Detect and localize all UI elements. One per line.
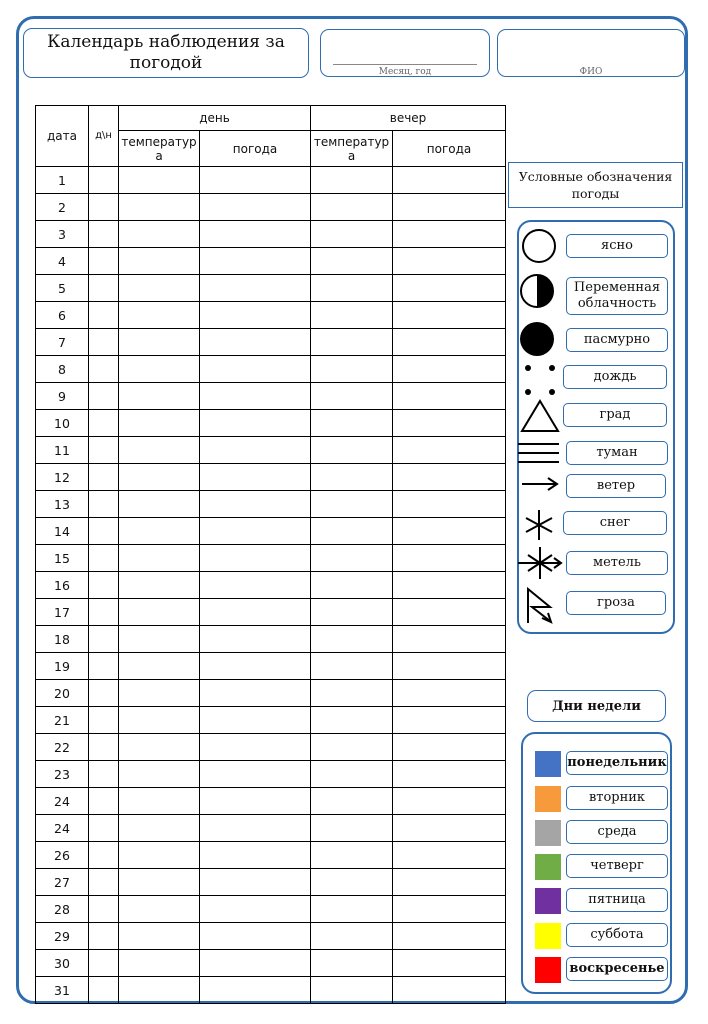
day-weather-cell[interactable] (200, 599, 311, 626)
legend-label-clear: ясно (566, 234, 668, 258)
thunderstorm-icon (524, 586, 558, 626)
day-weather-cell[interactable] (200, 572, 311, 599)
dow-cell[interactable] (89, 329, 119, 356)
dow-cell[interactable] (89, 761, 119, 788)
evening-weather-cell[interactable] (393, 167, 506, 194)
day-weather-cell[interactable] (200, 950, 311, 977)
weekday-color-swatch (535, 888, 561, 914)
weekday-label: вторник (566, 786, 668, 810)
evening-temp-cell[interactable] (311, 977, 393, 1004)
evening-temp-cell[interactable] (311, 707, 393, 734)
day-weather-cell[interactable] (200, 680, 311, 707)
dow-cell[interactable] (89, 167, 119, 194)
weekday-color-swatch (535, 820, 561, 846)
day-weather-cell[interactable] (200, 383, 311, 410)
legend-label-overcast: пасмурно (566, 328, 668, 352)
evening-weather-cell[interactable] (393, 572, 506, 599)
evening-temp-cell[interactable] (311, 950, 393, 977)
dow-cell[interactable] (89, 464, 119, 491)
evening-weather-cell[interactable] (393, 410, 506, 437)
dow-cell[interactable] (89, 869, 119, 896)
day-weather-cell[interactable] (200, 626, 311, 653)
header-evening-weather: погода (393, 131, 506, 167)
weekday-label: понедельник (566, 751, 668, 775)
legend-label-fog: туман (566, 441, 668, 465)
dow-cell[interactable] (89, 545, 119, 572)
evening-temp-cell[interactable] (311, 275, 393, 302)
date-cell: 1 (36, 167, 89, 194)
evening-temp-cell[interactable] (311, 572, 393, 599)
dow-cell[interactable] (89, 842, 119, 869)
evening-temp-cell[interactable] (311, 302, 393, 329)
evening-weather-cell[interactable] (393, 896, 506, 923)
evening-weather-cell[interactable] (393, 977, 506, 1004)
table-row (36, 923, 506, 950)
date-cell: 15 (36, 545, 89, 572)
table-row (36, 707, 506, 734)
table-row (36, 680, 506, 707)
page-title (23, 28, 309, 78)
date-cell: 26 (36, 842, 89, 869)
table-row (36, 491, 506, 518)
day-temp-cell[interactable] (119, 734, 200, 761)
date-cell: 22 (36, 734, 89, 761)
date-cell: 11 (36, 437, 89, 464)
evening-weather-cell[interactable] (393, 680, 506, 707)
evening-weather-cell[interactable] (393, 491, 506, 518)
day-weather-cell[interactable] (200, 329, 311, 356)
evening-weather-cell[interactable] (393, 194, 506, 221)
evening-weather-cell[interactable] (393, 302, 506, 329)
table-row (36, 626, 506, 653)
weekday-color-swatch (535, 854, 561, 880)
dow-cell[interactable] (89, 302, 119, 329)
evening-temp-cell[interactable] (311, 194, 393, 221)
dow-cell[interactable] (89, 599, 119, 626)
weekday-color-swatch (535, 786, 561, 812)
date-cell: 29 (36, 923, 89, 950)
evening-weather-cell[interactable] (393, 383, 506, 410)
header-evening: вечер (311, 106, 506, 131)
day-temp-cell[interactable] (119, 572, 200, 599)
weekdays-title: Дни недели (527, 690, 666, 722)
date-cell: 19 (36, 653, 89, 680)
dow-cell[interactable] (89, 491, 119, 518)
day-temp-cell[interactable] (119, 896, 200, 923)
table-row (36, 761, 506, 788)
dow-cell[interactable] (89, 977, 119, 1004)
date-cell: 8 (36, 356, 89, 383)
dow-cell[interactable] (89, 788, 119, 815)
day-temp-cell[interactable] (119, 950, 200, 977)
date-cell: 27 (36, 869, 89, 896)
day-temp-cell[interactable] (119, 329, 200, 356)
legend-label-snow: снег (563, 511, 667, 535)
evening-weather-cell[interactable] (393, 221, 506, 248)
day-weather-cell[interactable] (200, 491, 311, 518)
fio-field[interactable] (497, 29, 685, 77)
day-weather-cell[interactable] (200, 869, 311, 896)
table-row (36, 977, 506, 1004)
date-cell: 16 (36, 572, 89, 599)
evening-weather-cell[interactable] (393, 437, 506, 464)
evening-temp-cell[interactable] (311, 437, 393, 464)
date-cell: 23 (36, 761, 89, 788)
dow-cell[interactable] (89, 923, 119, 950)
table-row (36, 248, 506, 275)
header-day-of-week: д\н (89, 106, 119, 167)
day-temp-cell[interactable] (119, 194, 200, 221)
fio-caption: ФИО (579, 67, 603, 77)
table-row (36, 302, 506, 329)
evening-temp-cell[interactable] (311, 356, 393, 383)
day-weather-cell[interactable] (200, 248, 311, 275)
dow-cell[interactable] (89, 518, 119, 545)
day-weather-cell[interactable] (200, 437, 311, 464)
day-temp-cell[interactable] (119, 680, 200, 707)
day-temp-cell[interactable] (119, 518, 200, 545)
table-row (36, 950, 506, 977)
date-cell: 18 (36, 626, 89, 653)
evening-temp-cell[interactable] (311, 626, 393, 653)
evening-temp-cell[interactable] (311, 221, 393, 248)
weekday-label: суббота (566, 923, 668, 947)
weekday-color-swatch (535, 751, 561, 777)
table-row (36, 383, 506, 410)
evening-weather-cell[interactable] (393, 653, 506, 680)
weekday-color-swatch (535, 957, 561, 983)
table-row (36, 599, 506, 626)
table-row (36, 518, 506, 545)
dow-cell[interactable] (89, 356, 119, 383)
day-temp-cell[interactable] (119, 410, 200, 437)
date-cell: 5 (36, 275, 89, 302)
evening-temp-cell[interactable] (311, 761, 393, 788)
day-temp-cell[interactable] (119, 383, 200, 410)
evening-temp-cell[interactable] (311, 788, 393, 815)
date-cell: 4 (36, 248, 89, 275)
header-evening-temperature: температура (311, 131, 393, 167)
date-cell: 17 (36, 599, 89, 626)
date-cell: 20 (36, 680, 89, 707)
day-weather-cell[interactable] (200, 545, 311, 572)
rain-icon (520, 360, 560, 400)
legend-label-wind: ветер (566, 474, 666, 498)
day-temp-cell[interactable] (119, 788, 200, 815)
date-cell: 12 (36, 464, 89, 491)
header-day-weather: погода (200, 131, 311, 167)
day-temp-cell[interactable] (119, 653, 200, 680)
date-cell: 13 (36, 491, 89, 518)
table-row (36, 221, 506, 248)
dow-cell[interactable] (89, 248, 119, 275)
dow-cell[interactable] (89, 815, 119, 842)
evening-temp-cell[interactable] (311, 167, 393, 194)
dow-cell[interactable] (89, 572, 119, 599)
day-temp-cell[interactable] (119, 491, 200, 518)
day-temp-cell[interactable] (119, 167, 200, 194)
table-row (36, 842, 506, 869)
day-weather-cell[interactable] (200, 653, 311, 680)
day-weather-cell[interactable] (200, 896, 311, 923)
dow-cell[interactable] (89, 707, 119, 734)
table-row (36, 545, 506, 572)
date-cell: 7 (36, 329, 89, 356)
day-temp-cell[interactable] (119, 356, 200, 383)
evening-weather-cell[interactable] (393, 950, 506, 977)
evening-weather-cell[interactable] (393, 869, 506, 896)
evening-temp-cell[interactable] (311, 545, 393, 572)
table-row (36, 653, 506, 680)
date-cell: 21 (36, 707, 89, 734)
evening-weather-cell[interactable] (393, 248, 506, 275)
evening-weather-cell[interactable] (393, 761, 506, 788)
day-weather-cell[interactable] (200, 167, 311, 194)
table-body (36, 167, 506, 1004)
day-weather-cell[interactable] (200, 356, 311, 383)
evening-temp-cell[interactable] (311, 923, 393, 950)
day-weather-cell[interactable] (200, 707, 311, 734)
day-temp-cell[interactable] (119, 842, 200, 869)
day-temp-cell[interactable] (119, 869, 200, 896)
month-year-field[interactable] (320, 29, 490, 77)
evening-weather-cell[interactable] (393, 626, 506, 653)
dow-cell[interactable] (89, 653, 119, 680)
header-day: день (119, 106, 311, 131)
day-temp-cell[interactable] (119, 545, 200, 572)
evening-weather-cell[interactable] (393, 356, 506, 383)
overcast-icon (518, 320, 556, 358)
day-weather-cell[interactable] (200, 410, 311, 437)
weekday-label: среда (566, 820, 668, 844)
evening-temp-cell[interactable] (311, 383, 393, 410)
table-row (36, 356, 506, 383)
date-cell: 30 (36, 950, 89, 977)
day-temp-cell[interactable] (119, 977, 200, 1004)
date-cell: 6 (36, 302, 89, 329)
dow-cell[interactable] (89, 275, 119, 302)
dow-cell[interactable] (89, 896, 119, 923)
day-temp-cell[interactable] (119, 761, 200, 788)
fog-icon (517, 440, 561, 466)
observation-table (35, 105, 506, 1004)
evening-weather-cell[interactable] (393, 734, 506, 761)
date-cell: 24 (36, 815, 89, 842)
evening-weather-cell[interactable] (393, 842, 506, 869)
table-row (36, 437, 506, 464)
date-cell: 10 (36, 410, 89, 437)
table-row (36, 896, 506, 923)
table-row (36, 275, 506, 302)
blizzard-icon (516, 545, 564, 581)
evening-weather-cell[interactable] (393, 518, 506, 545)
day-weather-cell[interactable] (200, 275, 311, 302)
evening-temp-cell[interactable] (311, 248, 393, 275)
header-day-temperature: температура (119, 131, 200, 167)
day-weather-cell[interactable] (200, 302, 311, 329)
wind-icon (520, 474, 560, 494)
day-weather-cell[interactable] (200, 923, 311, 950)
day-temp-cell[interactable] (119, 275, 200, 302)
evening-weather-cell[interactable] (393, 275, 506, 302)
day-weather-cell[interactable] (200, 815, 311, 842)
table-row (36, 167, 506, 194)
snow-icon (522, 508, 556, 542)
day-temp-cell[interactable] (119, 626, 200, 653)
day-temp-cell[interactable] (119, 437, 200, 464)
day-temp-cell[interactable] (119, 707, 200, 734)
day-temp-cell[interactable] (119, 302, 200, 329)
table-row (36, 788, 506, 815)
sun-clear-icon (520, 227, 558, 265)
date-cell: 2 (36, 194, 89, 221)
day-weather-cell[interactable] (200, 788, 311, 815)
legend-label-rain: дождь (563, 365, 667, 389)
day-weather-cell[interactable] (200, 518, 311, 545)
day-temp-cell[interactable] (119, 248, 200, 275)
evening-temp-cell[interactable] (311, 842, 393, 869)
evening-temp-cell[interactable] (311, 869, 393, 896)
day-weather-cell[interactable] (200, 221, 311, 248)
date-cell: 24 (36, 788, 89, 815)
dow-cell[interactable] (89, 221, 119, 248)
dow-cell[interactable] (89, 437, 119, 464)
evening-temp-cell[interactable] (311, 599, 393, 626)
evening-weather-cell[interactable] (393, 923, 506, 950)
day-temp-cell[interactable] (119, 221, 200, 248)
month-year-line (333, 64, 477, 65)
date-cell: 14 (36, 518, 89, 545)
evening-weather-cell[interactable] (393, 707, 506, 734)
legend-label-blizzard: метель (566, 551, 668, 575)
legend-label-thunderstorm: гроза (566, 591, 666, 615)
date-cell: 3 (36, 221, 89, 248)
table-row (36, 410, 506, 437)
table-row (36, 572, 506, 599)
day-weather-cell[interactable] (200, 734, 311, 761)
partly-cloudy-icon (518, 272, 556, 310)
date-cell: 28 (36, 896, 89, 923)
legend-title: Условные обозначения погоды (508, 162, 683, 208)
table-row (36, 464, 506, 491)
title-text: Календарь наблюдения за погодой (47, 32, 285, 73)
day-weather-cell[interactable] (200, 977, 311, 1004)
evening-temp-cell[interactable] (311, 518, 393, 545)
date-cell: 9 (36, 383, 89, 410)
evening-temp-cell[interactable] (311, 329, 393, 356)
day-weather-cell[interactable] (200, 761, 311, 788)
day-temp-cell[interactable] (119, 923, 200, 950)
evening-weather-cell[interactable] (393, 545, 506, 572)
weekday-label: пятница (566, 888, 668, 912)
evening-temp-cell[interactable] (311, 896, 393, 923)
date-cell: 31 (36, 977, 89, 1004)
evening-temp-cell[interactable] (311, 410, 393, 437)
hail-icon (520, 398, 560, 434)
day-temp-cell[interactable] (119, 815, 200, 842)
legend-label-hail: град (563, 403, 667, 427)
weekday-label: четверг (566, 854, 668, 878)
evening-temp-cell[interactable] (311, 680, 393, 707)
weekday-color-swatch (535, 923, 561, 949)
dow-cell[interactable] (89, 194, 119, 221)
table-row (36, 815, 506, 842)
dow-cell[interactable] (89, 680, 119, 707)
header-date: дата (36, 106, 89, 167)
table-row (36, 329, 506, 356)
evening-weather-cell[interactable] (393, 815, 506, 842)
evening-weather-cell[interactable] (393, 788, 506, 815)
evening-temp-cell[interactable] (311, 734, 393, 761)
day-temp-cell[interactable] (119, 464, 200, 491)
evening-weather-cell[interactable] (393, 329, 506, 356)
table-row (36, 869, 506, 896)
table-row (36, 194, 506, 221)
evening-temp-cell[interactable] (311, 464, 393, 491)
evening-temp-cell[interactable] (311, 653, 393, 680)
dow-cell[interactable] (89, 383, 119, 410)
evening-weather-cell[interactable] (393, 464, 506, 491)
legend-label-partly-cloudy: Переменная облачность (566, 277, 668, 315)
dow-cell[interactable] (89, 734, 119, 761)
evening-temp-cell[interactable] (311, 815, 393, 842)
weekday-label: воскресенье (566, 957, 668, 981)
dow-cell[interactable] (89, 950, 119, 977)
evening-temp-cell[interactable] (311, 491, 393, 518)
table-row (36, 734, 506, 761)
day-weather-cell[interactable] (200, 842, 311, 869)
dow-cell[interactable] (89, 410, 119, 437)
day-weather-cell[interactable] (200, 464, 311, 491)
month-year-caption: Месяц, год (378, 67, 432, 77)
dow-cell[interactable] (89, 626, 119, 653)
evening-weather-cell[interactable] (393, 599, 506, 626)
day-temp-cell[interactable] (119, 599, 200, 626)
day-weather-cell[interactable] (200, 194, 311, 221)
